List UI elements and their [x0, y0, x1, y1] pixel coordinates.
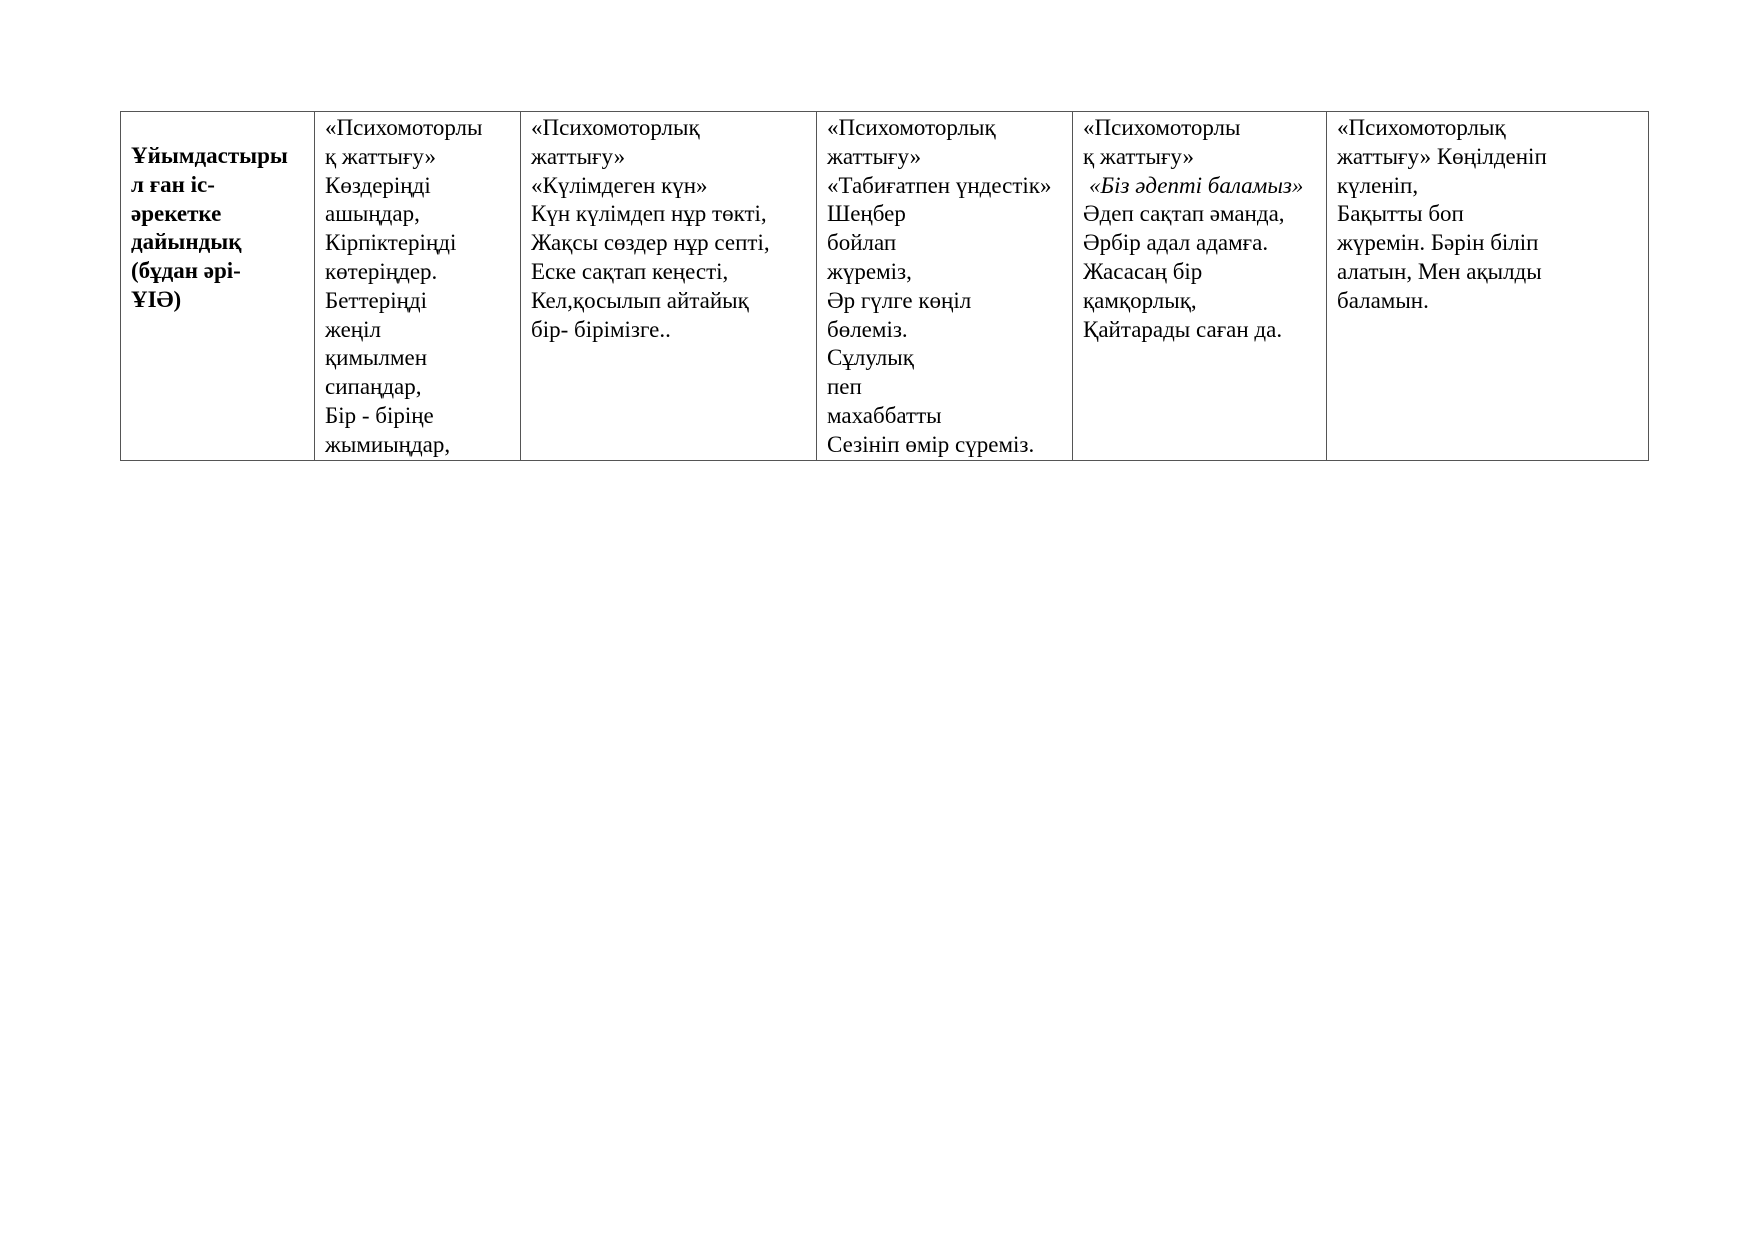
text-line: «Психомоторлы: [325, 115, 483, 140]
text-line: дайындық: [131, 229, 242, 255]
text-line: бөлеміз.: [827, 316, 908, 342]
text-line: Шеңбер: [827, 201, 906, 227]
exercise-cell-4: [1073, 112, 1327, 461]
exercise-cell-5: [1327, 112, 1649, 461]
exercise-cell-3: [817, 112, 1073, 461]
text-line: Жасасаң бір: [1083, 258, 1203, 284]
text-line: Сұлулық: [827, 345, 914, 371]
text-line: Күн күлімдеп нұр төкті,: [531, 201, 767, 227]
exercise-cell-2: [521, 112, 817, 461]
text-line: жаттығу» Көңілденіп: [1337, 143, 1547, 169]
text-line: л ған іс-: [131, 171, 215, 197]
text-line: Әр гүлге көңіл: [827, 287, 972, 313]
text-line: қ жаттығу»: [325, 143, 436, 169]
text-line: қимылмен: [325, 345, 428, 371]
text-line: Әрбір адал адамға.: [1083, 230, 1269, 256]
text-line: ҰІӘ): [131, 286, 182, 312]
exercise-title-italic: «Біз әдепті баламыз»: [1089, 172, 1304, 198]
text-line: алатын, Мен ақылды: [1337, 258, 1542, 284]
text-line: (бұдан әрі-: [131, 258, 241, 284]
text-line: Бақытты боп: [1337, 201, 1464, 227]
table-row: [121, 112, 1649, 461]
text-line: Сезініп өмір сүреміз.: [827, 431, 1035, 457]
text-line: махаббатты: [827, 402, 942, 428]
text-line: «Күлімдеген күн»: [531, 172, 708, 198]
text-line: әрекетке: [131, 200, 222, 226]
text-line: сипаңдар,: [325, 374, 422, 400]
text-line: Көздеріңді: [325, 172, 431, 198]
text-line: бойлап: [827, 230, 897, 256]
text-line: жүремін. Бәрін біліп: [1337, 230, 1539, 256]
text-line: Кел,қосылып айтайық: [531, 287, 749, 313]
text-line: баламын.: [1337, 287, 1429, 313]
text-line: жүреміз,: [827, 258, 912, 284]
text-line: Кірпіктеріңді: [325, 230, 457, 256]
text-line: Жақсы сөздер нұр септі,: [531, 230, 770, 256]
text-line: күленіп,: [1337, 172, 1419, 198]
text-line: жымиыңдар,: [325, 431, 451, 457]
text-line: Әдеп сақтап әманда,: [1083, 201, 1285, 227]
text-line: «Психомоторлық: [1337, 115, 1506, 140]
text-line: Ұйымдастыры: [131, 143, 288, 168]
text-line: Еске сақтап кеңесті,: [531, 258, 729, 284]
row-header-text: [131, 142, 304, 315]
text-line: «Психомоторлық: [827, 115, 996, 140]
text-line: көтеріңдер.: [325, 258, 438, 284]
text-line: Беттеріңді: [325, 287, 428, 313]
text-line: ашыңдар,: [325, 201, 420, 227]
lesson-plan-table: [120, 111, 1649, 461]
text-line: бір- бірімізге..: [531, 316, 671, 342]
text-line: Қайтарады саған да.: [1083, 316, 1283, 342]
text-line: қ жаттығу»: [1083, 143, 1194, 169]
text-line: қамқорлық,: [1083, 287, 1197, 313]
text-line: «Психомоторлы: [1083, 115, 1241, 140]
exercise-cell-1: [315, 112, 521, 461]
text-line: жеңіл: [325, 316, 381, 342]
text-line: жаттығу»: [531, 143, 626, 169]
text-line: пеп: [827, 374, 862, 400]
text-line: «Табиғатпен үндестік»: [827, 172, 1052, 198]
text-line: «Психомоторлық: [531, 115, 700, 140]
text-line: жаттығу»: [827, 143, 922, 169]
text-line: Бір - біріңе: [325, 402, 434, 428]
row-header-cell: [121, 112, 315, 461]
